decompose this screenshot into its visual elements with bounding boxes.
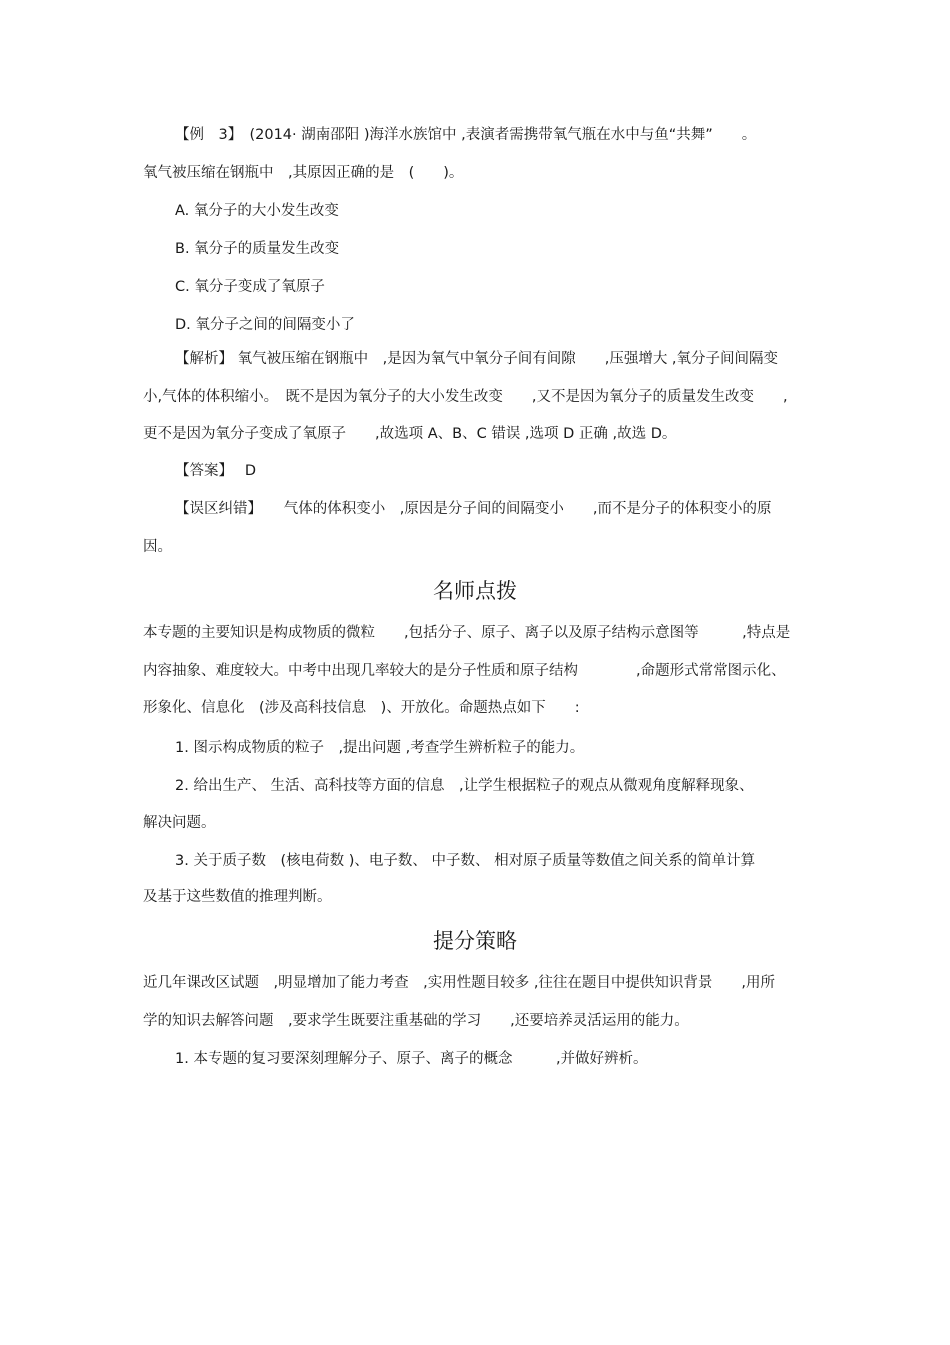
example-question-line: 氧气被压缩在钢瓶中 ,其原因正确的是 ( )。 xyxy=(143,165,464,181)
tips-paragraph-line-3: 形象化、信息化 (涉及高科技信息 )、开放化。命题热点如下 : xyxy=(143,700,580,716)
tips-paragraph-line-2: 内容抽象、难度较大。中考中出现几率较大的是分子性质和原子结构 ,命题形式常常图示化、 xyxy=(143,663,786,679)
tips-item-2: 2. 给出生产、 生活、高科技等方面的信息 ,让学生根据粒子的观点从微观角度解释现象、 xyxy=(175,778,754,794)
example-header-line: 【例 3】 (2014· 湖南邵阳 )海洋水族馆中 ,表演者需携带氧气瓶在水中与鱼“共舞” 。 xyxy=(175,127,757,143)
strategy-paragraph-line-1: 近几年课改区试题 ,明显增加了能力考查 ,实用性题目较多 ,往往在题目中提供知识背景 ,用所 xyxy=(143,975,776,991)
tips-item-1: 1. 图示构成物质的粒子 ,提出问题 ,考查学生辨析粒子的能力。 xyxy=(175,740,585,756)
analysis-line-1: 【解析】 氧气被压缩在钢瓶中 ,是因为氧气中氧分子间有间隙 ,压强增大 ,氧分子间间隔变 xyxy=(175,351,779,367)
error-note-line-2: 因。 xyxy=(143,539,172,555)
analysis-line-2: 小,气体的体积缩小。 既不是因为氧分子的大小发生改变 ,又不是因为氧分子的质量发生改变 , xyxy=(143,389,788,405)
analysis-line-3: 更不是因为氧分子变成了氧原子 ,故选项 A、B、C 错误 ,选项 D 正确 ,故选 D。 xyxy=(143,426,677,442)
option-d: D. 氧分子之间的间隔变小了 xyxy=(175,317,355,333)
option-c: C. 氧分子变成了氧原子 xyxy=(175,279,325,295)
section-title-tips: 名师点拨 xyxy=(433,579,517,603)
tips-paragraph-line-1: 本专题的主要知识是构成物质的微粒 ,包括分子、原子、离子以及原子结构示意图等 ,特点是 xyxy=(143,625,791,641)
tips-item-3: 3. 关于质子数 (核电荷数 )、电子数、 中子数、 相对原子质量等数值之间关系的简单计算 xyxy=(175,853,756,869)
tips-item-2-cont: 解决问题。 xyxy=(143,815,216,831)
option-a: A. 氧分子的大小发生改变 xyxy=(175,203,339,219)
answer-line: 【答案】 D xyxy=(175,463,257,479)
strategy-paragraph-line-2: 学的知识去解答问题 ,要求学生既要注重基础的学习 ,还要培养灵活运用的能力。 xyxy=(143,1013,689,1029)
tips-item-3-cont: 及基于这些数值的推理判断。 xyxy=(143,889,332,905)
error-note-line-1: 【误区纠错】 气体的体积变小 ,原因是分子间的间隔变小 ,而不是分子的体积变小的原 xyxy=(175,501,772,517)
option-b: B. 氧分子的质量发生改变 xyxy=(175,241,340,257)
strategy-item-1: 1. 本专题的复习要深刻理解分子、原子、离子的概念 ,并做好辨析。 xyxy=(175,1051,648,1067)
section-title-strategy: 提分策略 xyxy=(433,929,517,953)
